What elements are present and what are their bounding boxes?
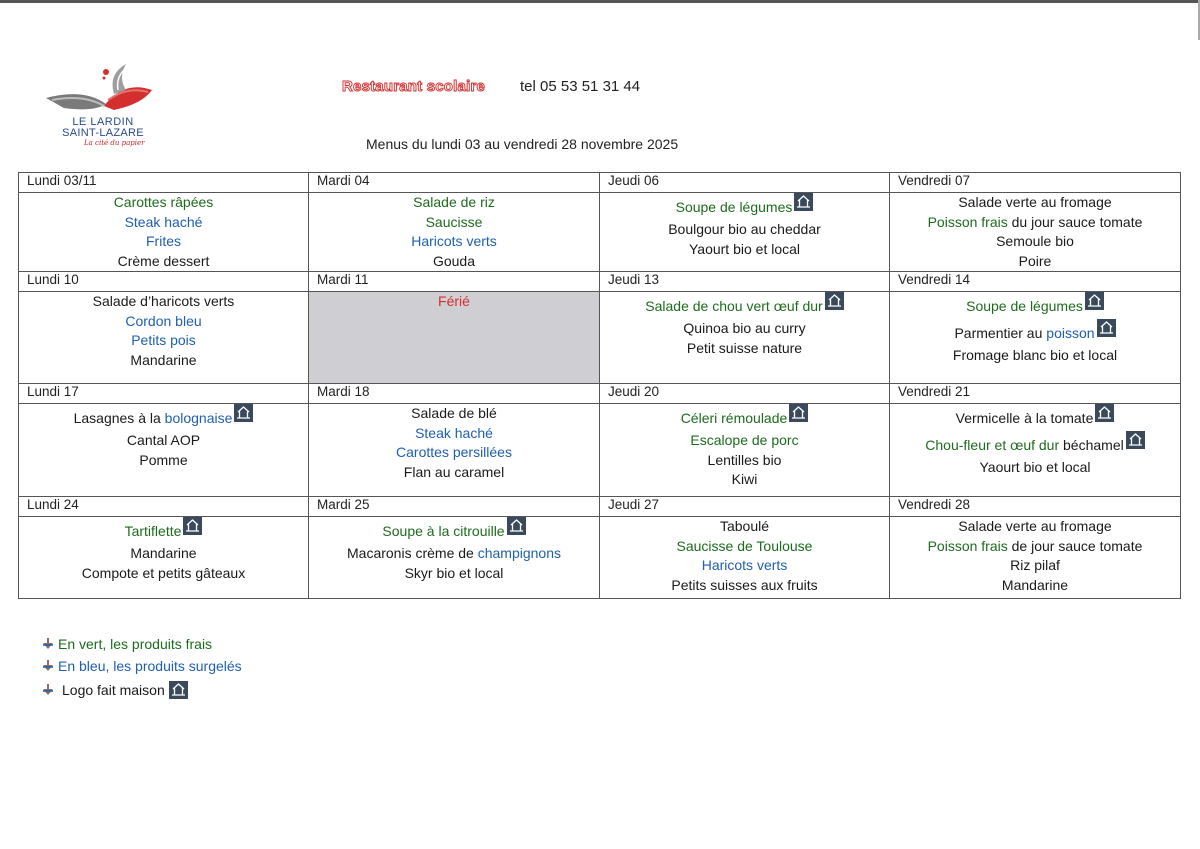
menu-item (309, 193, 599, 213)
menu-row (19, 404, 1181, 497)
menu-item-text: Steak haché (124, 213, 203, 230)
day-label: Mardi 11 (309, 272, 600, 292)
menu-item-text: Mandarine (130, 351, 197, 368)
menu-item-text: Salade de chou vert œuf dur (645, 298, 823, 314)
legend-homemade-label: Logo fait maison (62, 682, 165, 698)
menu-item (890, 346, 1180, 366)
menu-item-text: Poisson frais (927, 213, 1008, 230)
menu-item (890, 319, 1180, 346)
menu-item-text: Carottes persillées (396, 444, 512, 460)
menu-item-text: Kiwi (731, 471, 758, 487)
day-label: Vendredi 14 (890, 272, 1181, 292)
legend-item-fresh (42, 633, 242, 655)
menu-item-text: Cordon bleu (125, 312, 202, 329)
day-label: Vendredi 07 (890, 173, 1181, 193)
menu-item-text: Fromage blanc bio et local (952, 347, 1118, 363)
menu-item-text: Compote et petits gâteaux (81, 564, 246, 581)
house-icon (1095, 404, 1114, 422)
menu-item (890, 213, 1180, 233)
house-icon (183, 517, 202, 535)
menu-item-text: Saucisse de Toulouse (676, 537, 813, 554)
menu-item (890, 193, 1180, 213)
menu-item (19, 351, 308, 371)
day-header-row (19, 384, 1181, 404)
menu-item-text: Petits pois (131, 332, 196, 348)
menu-item-text: Lasagnes à la (73, 410, 165, 426)
menu-item-text: béchamel (1059, 437, 1124, 453)
house-icon (1126, 431, 1145, 449)
day-label: Lundi 24 (19, 497, 309, 517)
day-menu-cell (600, 292, 890, 384)
menu-item-text: Chou-fleur et œuf dur (925, 437, 1060, 453)
menu-item-text: Quinoa bio au curry (683, 320, 806, 336)
holiday-cell (309, 292, 600, 384)
day-header-row (19, 173, 1181, 193)
menu-item (309, 443, 599, 463)
menu-item (600, 220, 889, 240)
menu-item (19, 193, 308, 213)
day-menu-cell (19, 404, 309, 497)
menu-item (890, 232, 1180, 252)
menu-item-text: Tartiflette (124, 523, 182, 539)
menu-item (890, 431, 1180, 458)
menu-item-text: Macaronis crème de (347, 545, 478, 561)
day-menu-cell (890, 517, 1181, 599)
menu-item (309, 213, 599, 233)
menu-item (600, 537, 889, 557)
day-label: Lundi 10 (19, 272, 309, 292)
menu-item (309, 517, 599, 544)
scan-edge-top (0, 0, 1200, 3)
menu-item (19, 431, 308, 451)
logo-name-line2: SAINT-LAZARE (62, 127, 144, 139)
house-icon (825, 292, 844, 310)
menu-item-text: Saucisse (425, 213, 483, 230)
legend-item-homemade (42, 677, 242, 703)
day-label: Lundi 03/11 (19, 173, 309, 193)
day-menu-cell (309, 404, 600, 497)
menu-item-text: Carottes râpées (113, 194, 214, 210)
house-icon (169, 681, 188, 699)
menu-item-text: Poisson frais (927, 537, 1008, 554)
menu-item (19, 404, 308, 431)
menu-item (600, 517, 889, 537)
menu-item (890, 537, 1180, 557)
menu-item-text: Pomme (139, 451, 188, 468)
menu-item-text: champignons (477, 545, 561, 561)
day-menu-cell (19, 292, 309, 384)
menu-table (18, 172, 1181, 599)
menu-item (600, 556, 889, 576)
menu-item-text: Mandarine (1001, 576, 1069, 593)
menu-item-text: Semoule bio (996, 233, 1074, 249)
menu-period: Menus du lundi 03 au vendredi 28 novembre 2025 (366, 136, 679, 152)
legend (42, 633, 242, 703)
day-menu-cell (19, 517, 309, 599)
menu-item-text: Taboulé (719, 518, 770, 534)
menu-item (890, 292, 1180, 319)
phone-number: tel 05 53 51 31 44 (520, 78, 641, 95)
menu-item-text: Soupe à la citrouille (382, 523, 505, 539)
menu-item (890, 252, 1180, 272)
menu-item-text: Mandarine (130, 545, 197, 561)
menu-item (19, 312, 308, 332)
house-icon (1085, 292, 1104, 310)
menu-item (309, 463, 599, 483)
menu-item (890, 576, 1180, 596)
menu-item-text: du jour sauce tomate (1007, 213, 1143, 230)
day-menu-cell (600, 517, 890, 599)
menu-item (309, 252, 599, 272)
menu-item-text: Frites (146, 233, 181, 249)
arrow-bullet-icon (42, 638, 54, 650)
house-icon (794, 193, 813, 211)
menu-item-text: Steak haché (415, 424, 493, 441)
menu-item-text: Poire (1018, 252, 1052, 269)
day-label: Jeudi 13 (600, 272, 890, 292)
day-menu-cell (309, 517, 600, 599)
menu-item-text: Yaourt bio et local (688, 240, 801, 257)
menu-item (600, 339, 889, 359)
day-menu-cell (600, 193, 890, 272)
house-icon (1097, 319, 1116, 337)
day-menu-cell (309, 193, 600, 272)
day-menu-cell (890, 193, 1181, 272)
menu-item (600, 193, 889, 220)
day-label: Jeudi 20 (600, 384, 890, 404)
day-label: Mardi 04 (309, 173, 600, 193)
menu-item-text: de jour sauce tomate (1007, 537, 1143, 554)
menu-item (600, 576, 889, 596)
menu-item (890, 458, 1180, 478)
menu-item (19, 544, 308, 564)
menu-item-text: Flan au caramel (403, 463, 505, 480)
house-icon (789, 404, 808, 422)
arrow-bullet-icon (42, 684, 54, 696)
menu-item (890, 556, 1180, 576)
menu-item-text: Céleri rémoulade (680, 410, 788, 426)
day-label: Jeudi 27 (600, 497, 890, 517)
day-menu-cell (19, 193, 309, 272)
day-menu-cell (890, 404, 1181, 497)
menu-item (309, 424, 599, 444)
menu-item-text: Soupe de légumes (675, 199, 793, 215)
menu-item (600, 404, 889, 431)
menu-item (19, 564, 308, 584)
menu-item-text: Skyr bio et local (404, 564, 504, 581)
day-header-row (19, 272, 1181, 292)
menu-row (19, 292, 1181, 384)
menu-item-text: Yaourt bio et local (979, 459, 1091, 475)
menu-item (890, 517, 1180, 537)
menu-item (19, 252, 308, 272)
menu-item-text: bolognaise (164, 410, 233, 426)
menu-item-text: Crème dessert (117, 252, 210, 269)
house-icon (234, 404, 253, 422)
menu-item-text: Petit suisse nature (686, 339, 803, 356)
town-logo (44, 60, 164, 150)
day-label: Jeudi 06 (600, 173, 890, 193)
menu-item (600, 292, 889, 319)
menu-item-text: Gouda (432, 252, 476, 269)
menu-item (600, 470, 889, 490)
menu-item (600, 240, 889, 260)
logo-name-line1: LE LARDIN (72, 116, 134, 128)
menu-item (309, 292, 599, 312)
day-menu-cell (600, 404, 890, 497)
menu-item-text: poisson (1046, 325, 1095, 341)
day-label: Vendredi 28 (890, 497, 1181, 517)
day-label: Mardi 18 (309, 384, 600, 404)
menu-item-text: Salade verte au fromage (958, 518, 1112, 534)
menu-item-text: Petits suisses aux fruits (671, 576, 818, 593)
menu-item (19, 232, 308, 252)
legend-frozen-label: En bleu, les produits surgelés (58, 658, 242, 674)
menu-item (19, 331, 308, 351)
menu-item (19, 517, 308, 544)
menu-item (309, 564, 599, 584)
menu-row (19, 517, 1181, 599)
logo-tagline: La cité du papier (84, 139, 145, 147)
menu-item-text: Lentilles bio (707, 451, 782, 468)
menu-row (19, 193, 1181, 272)
legend-fresh-label: En vert, les produits frais (58, 636, 213, 652)
menu-item (600, 451, 889, 471)
day-menu-cell (890, 292, 1181, 384)
menu-item-text: Salade verte au fromage (958, 194, 1112, 210)
menu-item (309, 544, 599, 564)
menu-item-text: Boulgour bio au cheddar (668, 221, 821, 237)
menu-item (19, 213, 308, 233)
arrow-bullet-icon (42, 660, 54, 672)
menu-item-text: Riz pilaf (1010, 557, 1060, 573)
menu-item (600, 319, 889, 339)
menu-item (890, 404, 1180, 431)
menu-item-text: Salade de riz (413, 194, 495, 210)
menu-item-text: Haricots verts (701, 557, 788, 573)
house-icon (507, 517, 526, 535)
day-label: Vendredi 21 (890, 384, 1181, 404)
logo-emblem-icon (44, 60, 164, 120)
menu-item-text: Salade d’haricots verts (92, 293, 235, 309)
menu-item-text: Soupe de légumes (966, 298, 1083, 314)
menu-item-text: Salade de blé (411, 405, 497, 421)
menu-item (19, 451, 308, 471)
menu-item (19, 292, 308, 312)
day-header-row (19, 497, 1181, 517)
menu-item-text: Cantal AOP (126, 432, 201, 448)
page-title: Restaurant scolaire (342, 78, 486, 95)
menu-item (309, 404, 599, 424)
legend-item-frozen (42, 655, 242, 677)
menu-item-text: Escalope de porc (690, 432, 799, 448)
menu-item (600, 431, 889, 451)
menu-item-text: Férié (438, 293, 470, 309)
menu-item-text: Vermicelle à la tomate (955, 410, 1094, 426)
day-label: Mardi 25 (309, 497, 600, 517)
menu-item (309, 232, 599, 252)
menu-item-text: Haricots verts (411, 233, 497, 249)
day-label: Lundi 17 (19, 384, 309, 404)
menu-item-text: Parmentier au (954, 325, 1047, 341)
